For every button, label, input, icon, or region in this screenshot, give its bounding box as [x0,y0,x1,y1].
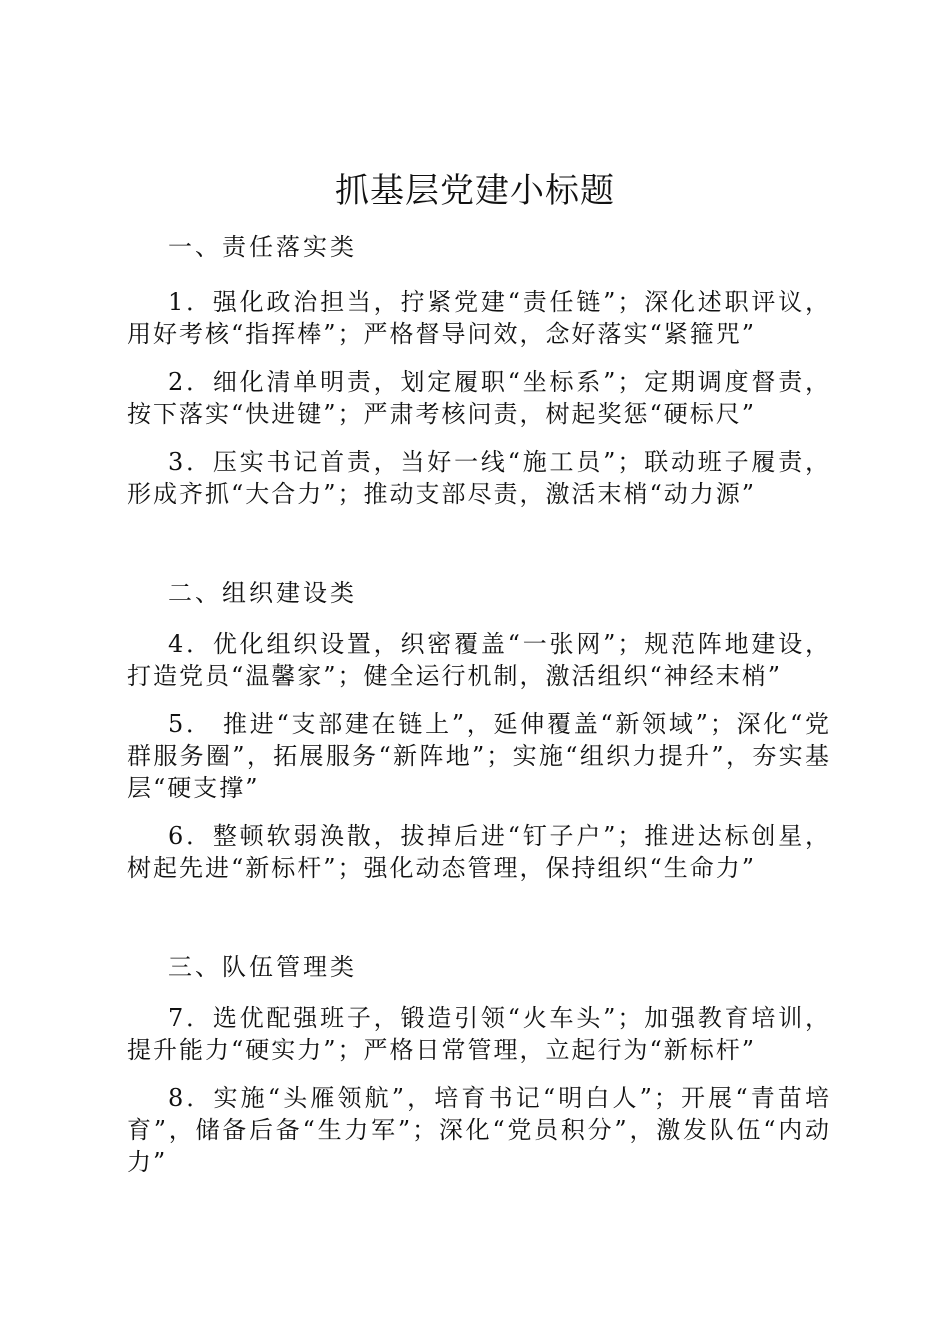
section-heading-organization: 二、组织建设类 [168,579,357,607]
list-item: 7．选优配强班子，锻造引领“火车头”；加强教育培训，提升能力“硬实力”；严格日常管理，立起行为“新标杆” [127,1004,831,1064]
list-item: 4．优化组织设置，织密覆盖“一张网”；规范阵地建设，打造党员“温馨家”；健全运行机制，激活组织“神经末梢” [127,630,831,690]
section-heading-responsibility: 一、责任落实类 [168,233,357,261]
list-item: 5． 推进“支部建在链上”，延伸覆盖“新领域”；深化“党群服务圈”，拓展服务“新阵地”；实施“组织力提升”，夯实基层“硬支撑” [127,710,831,802]
list-item: 8．实施“头雁领航”，培育书记“明白人”；开展“青苗培育”，储备后备“生力军”；深化“党员积分”，激发队伍“内动力” [127,1084,831,1176]
list-item: 2．细化清单明责，划定履职“坐标系”；定期调度督责，按下落实“快进键”；严肃考核问责，树起奖惩“硬标尺” [127,368,831,428]
section-heading-team: 三、队伍管理类 [168,953,357,981]
list-item: 6．整顿软弱涣散，拔掉后进“钉子户”；推进达标创星，树起先进“新标杆”；强化动态管理，保持组织“生命力” [127,822,831,882]
list-item: 1．强化政治担当，拧紧党建“责任链”；深化述职评议，用好考核“指挥棒”；严格督导问效，念好落实“紧箍咒” [127,288,831,348]
list-item: 3．压实书记首责，当好一线“施工员”；联动班子履责，形成齐抓“大合力”；推动支部尽责，激活末梢“动力源” [127,448,831,508]
document-title: 抓基层党建小标题 [335,171,615,211]
